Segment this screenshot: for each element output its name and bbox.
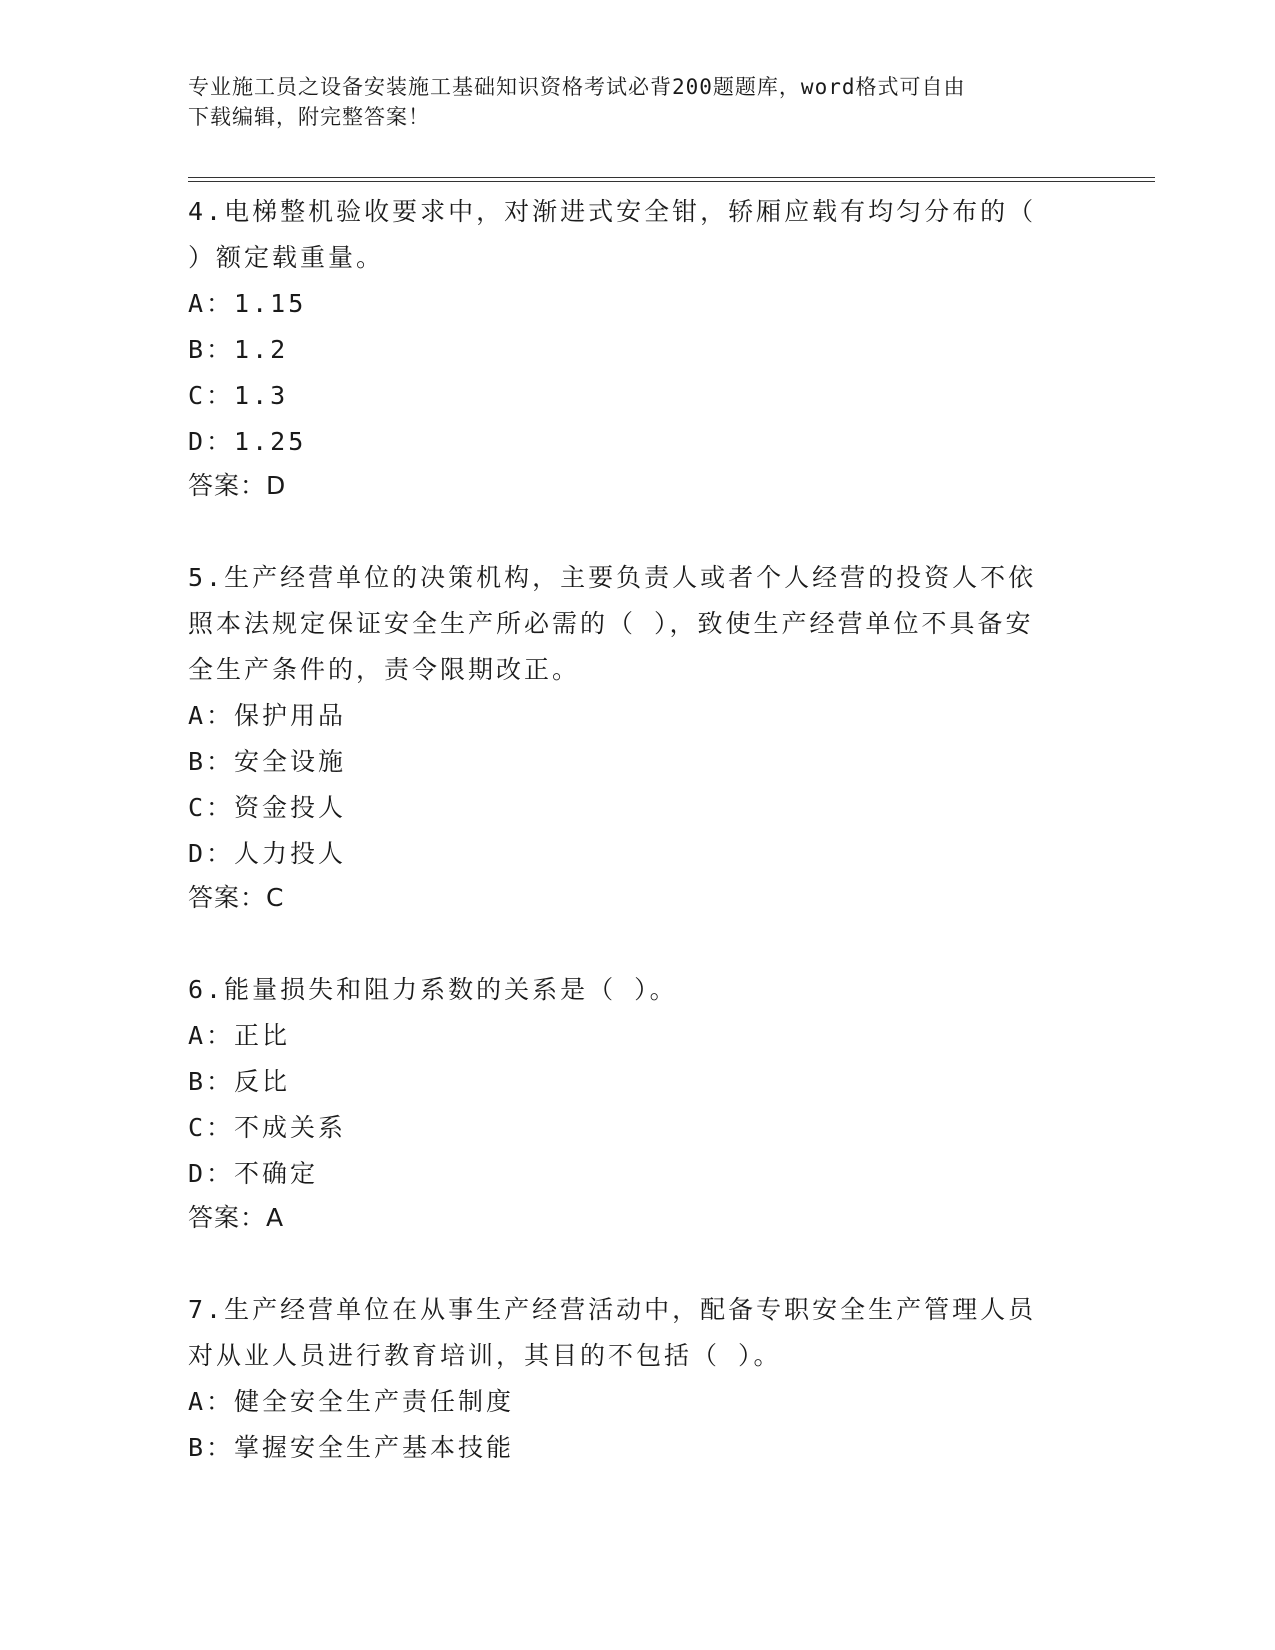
question-6 <box>188 963 1088 1239</box>
option-d: D：不确定 <box>188 1159 319 1188</box>
header-divider-bottom <box>188 181 1155 182</box>
answer-line: 答案：C <box>188 883 285 912</box>
document-header <box>188 72 1088 132</box>
option-b: B：1.2 <box>188 335 289 364</box>
header-line-1: 专业施工员之设备安装施工基础知识资格考试必背200题题库，word格式可自由 <box>188 75 966 99</box>
option-c: C：1.3 <box>188 381 289 410</box>
option-c: C：资金投人 <box>188 793 347 822</box>
option-b: B：安全设施 <box>188 747 347 776</box>
answer-line: 答案：A <box>188 1203 285 1232</box>
option-c: C：不成关系 <box>188 1113 347 1142</box>
header-line-2: 下载编辑，附完整答案！ <box>188 105 430 129</box>
question-7 <box>188 1283 1088 1471</box>
question-stem-line: 7.生产经营单位在从事生产经营活动中，配备专职安全生产管理人员 <box>188 1295 1037 1324</box>
option-b: B：反比 <box>188 1067 291 1096</box>
question-stem-line: 6.能量损失和阻力系数的关系是（ ）。 <box>188 975 678 1004</box>
option-b: B：掌握安全生产基本技能 <box>188 1433 515 1462</box>
option-d: D：1.25 <box>188 427 307 456</box>
option-d: D：人力投人 <box>188 839 347 868</box>
option-a: A：1.15 <box>188 289 307 318</box>
option-a: A：保护用品 <box>188 701 347 730</box>
question-stem-line: 对从业人员进行教育培训，其目的不包括（ ）。 <box>188 1341 782 1370</box>
question-stem-line: 全生产条件的，责令限期改正。 <box>188 655 581 684</box>
question-stem-line: ）额定载重量。 <box>188 243 385 272</box>
question-stem-line: 5.生产经营单位的决策机构，主要负责人或者个人经营的投资人不依 <box>188 563 1037 592</box>
option-a: A：健全安全生产责任制度 <box>188 1387 515 1416</box>
question-5 <box>188 551 1088 919</box>
question-list <box>188 185 1088 1471</box>
answer-line: 答案：D <box>188 471 287 500</box>
question-stem-line: 照本法规定保证安全生产所必需的（ ），致使生产经营单位不具备安 <box>188 609 1034 638</box>
question-stem-line: 4.电梯整机验收要求中，对渐进式安全钳，轿厢应载有均匀分布的（ <box>188 197 1037 226</box>
question-4 <box>188 185 1088 507</box>
option-a: A：正比 <box>188 1021 291 1050</box>
header-divider-top <box>188 177 1155 178</box>
